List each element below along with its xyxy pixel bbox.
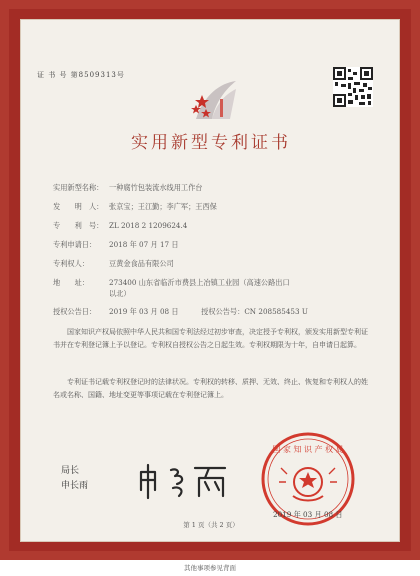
svg-text:国 家 知 识 产 权 局: 国 家 知 识 产 权 局 xyxy=(272,445,344,454)
seal-date: 2019 年 03 月 08 日 xyxy=(273,510,343,519)
certificate-number: 证 书 号 第8509313号 xyxy=(37,71,125,79)
field-application-date xyxy=(53,240,179,250)
field-label: 授权公告日： xyxy=(53,307,97,316)
field-value: 豆黄金食品有限公司 xyxy=(109,259,174,268)
field-label: 专利权人： xyxy=(53,259,89,268)
signer-title: 局长 xyxy=(61,466,80,476)
field-inventor xyxy=(53,202,217,212)
field-value: 273400 山东省临沂市费县上冶镇工业园（高速公路出口 xyxy=(109,278,290,287)
field-patentee xyxy=(53,259,174,269)
qr-code-icon xyxy=(333,67,373,107)
signer-name: 申长雨 xyxy=(61,481,89,491)
field-label: 发 明 人： xyxy=(53,202,104,211)
handwritten-signature xyxy=(133,460,243,500)
certificate-title: 实用新型专利证书 xyxy=(131,133,291,153)
field-value: ZL 2018 2 1209624.4 xyxy=(109,221,188,230)
field-label: 专利申请日： xyxy=(53,240,97,249)
field-value: 一种腐竹包装流水线用工作台 xyxy=(109,183,203,192)
field-grant-date xyxy=(53,307,308,317)
field-patent-number xyxy=(53,221,187,231)
field-value: 以北） xyxy=(109,289,131,298)
grant-statement: 国家知识产权局依照中华人民共和国专利法经过初步审查，决定授予专利权，颁发实用新型专利证书并在专利登记簿上予以登记。专利权自授权公告之日起生效。专利权期限为十年，自申请日起算。 xyxy=(53,328,368,349)
cnipa-logo-icon xyxy=(186,75,241,130)
field-address xyxy=(53,278,290,288)
field-label: 实用新型名称： xyxy=(53,183,104,192)
footer-note: 其他事项参见背面 xyxy=(184,564,236,572)
certificate-paper xyxy=(20,19,400,542)
field-utility-model-name xyxy=(53,183,202,193)
field-value: 2019 年 03 月 08 日 xyxy=(109,307,179,316)
legal-status-statement: 专利证书记载专利权登记时的法律状况。专利权的转移、质押、无效、终止、恢复和专利权人的姓名或名称、国籍、地址变更等事项记载在专利登记簿上。 xyxy=(53,378,368,399)
page-number: 第 1 页（共 2 页） xyxy=(183,521,239,529)
field-value: 张京宝；王江勤；李广军；王西保 xyxy=(109,202,217,211)
field-value: CN 208585453 U xyxy=(244,307,308,316)
field-address-continued xyxy=(53,289,131,299)
field-label: 授权公告号： xyxy=(201,307,245,316)
field-value: 2018 年 07 月 17 日 xyxy=(109,240,179,249)
field-label: 地 址： xyxy=(53,278,89,287)
field-label: 专 利 号： xyxy=(53,221,104,230)
